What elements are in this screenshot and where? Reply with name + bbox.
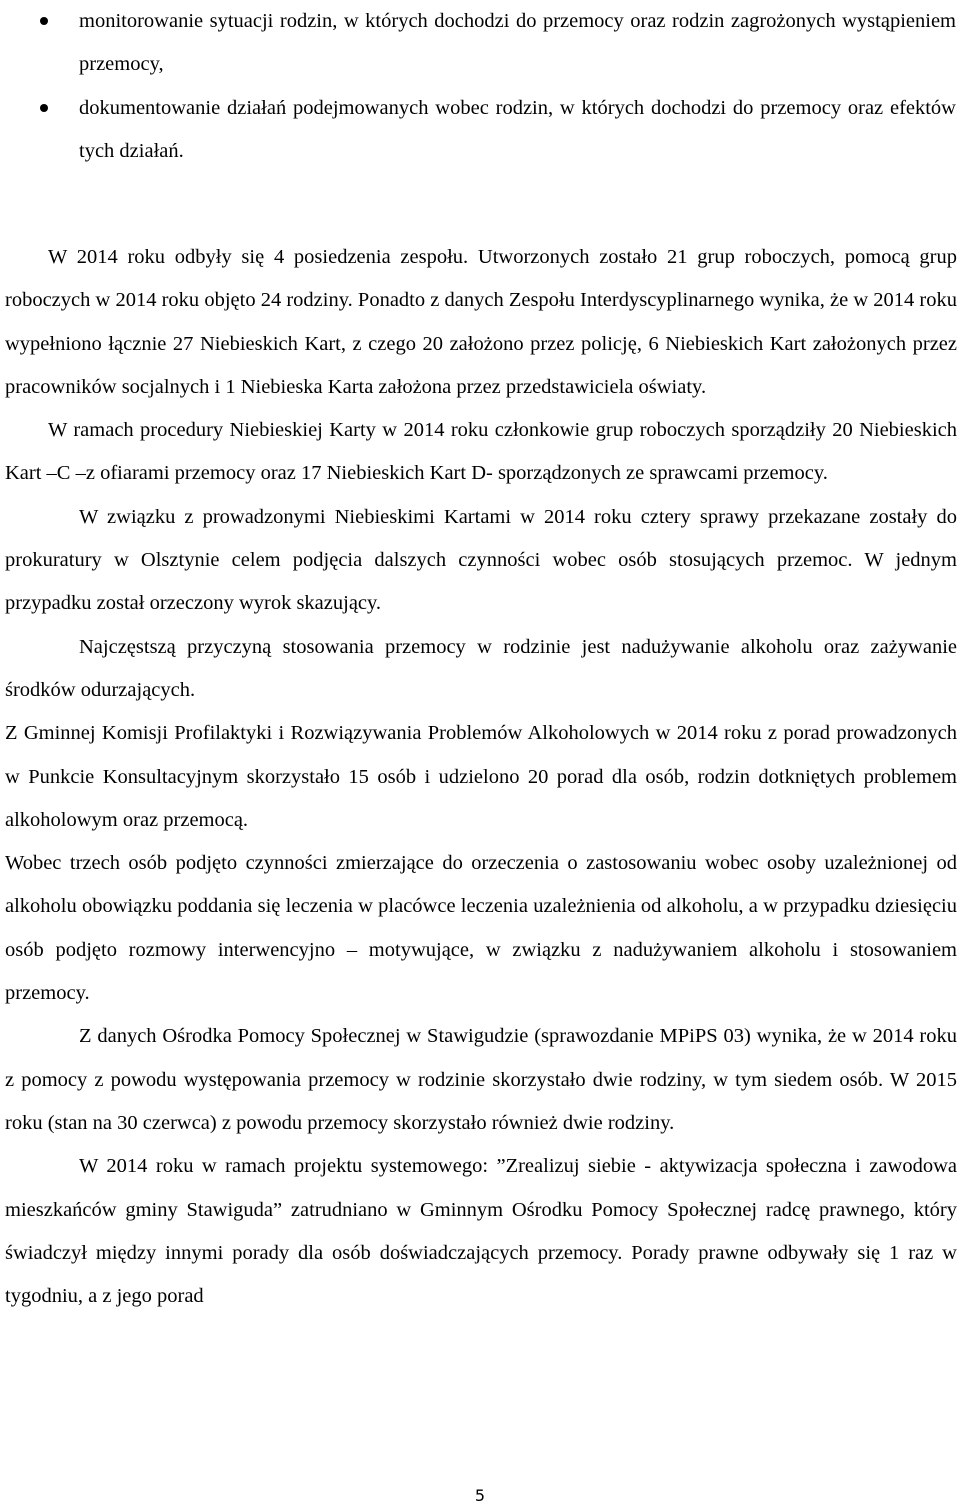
paragraph-social-welfare: Z danych Ośrodka Pomocy Społecznej w Stawigudzie (sprawozdanie MPiPS 03) wynika, że w 2014 roku z pomocy z powodu występowania przemocy w rodzinie skorzystało dwie rodziny, w tym siedem osób. W 2015 roku (stan na 30 czerwca) z powodu przemocy skorzystało również dwie rodziny. xyxy=(5,1025,957,1134)
bullet-point-icon xyxy=(40,17,48,25)
paragraph-meetings: W 2014 roku odbyły się 4 posiedzenia zespołu. Utworzonych zostało 21 grup roboczych, pomocą grup roboczych w 2014 roku objęto 24 rodziny. Ponadto z danych Zespołu Interdyscyplinarnego wynika, że w 2014 roku wypełniono łącznie 27 Niebieskich Kart, z czego 20 założono przez policję, 6 Niebieskich Kart założonych przez pracowników socjalnych i 1 Niebieska Karta założona przez przedstawiciela oświaty. xyxy=(5,246,957,398)
bullet-list xyxy=(0,0,960,173)
list-item xyxy=(0,0,960,87)
list-item xyxy=(0,87,960,174)
document-body xyxy=(5,236,957,1318)
bullet-text: dokumentowanie działań podejmowanych wobec rodzin, w których dochodzi do przemocy oraz efektów tych działań. xyxy=(79,96,956,162)
paragraph-prosecution: W związku z prowadzonymi Niebieskimi Kartami w 2014 roku cztery sprawy przekazane zostały do prokuratury w Olsztynie celem podjęcia dalszych czynności wobec osób stosujących przemoc. W jednym przypadku został orzeczony wyrok skazujący. xyxy=(5,505,957,615)
paragraph-alcohol-commission: Z Gminnej Komisji Profilaktyki i Rozwiązywania Problemów Alkoholowych w 2014 roku z porad prowadzonych w Punkcie Konsultacyjnym skorzystało 15 osób i udzielono 20 porad dla osób, rodzin dotkniętych problemem alkoholowym oraz przemocą. xyxy=(5,722,957,831)
bullet-text: monitorowanie sytuacji rodzin, w których dochodzi do przemocy oraz rodzin zagrożonych wystąpieniem przemocy, xyxy=(79,10,956,76)
paragraph-legal-advice: W 2014 roku w ramach projektu systemowego: ”Zrealizuj siebie - aktywizacja społeczna i zawodowa mieszkańców gminy Stawiguda” zatrudniano w Gminnym Ośrodku Pomocy Społecznej radcę prawnego, który świadczył między innymi porady dla osób doświadczających przemocy. Porady prawne odbywały się 1 raz w tygodniu, a z jego porad xyxy=(5,1155,957,1308)
bullet-point-icon xyxy=(40,104,48,112)
page-number: 5 xyxy=(474,1486,486,1505)
paragraph-treatment-actions: Wobec trzech osób podjęto czynności zmierzające do orzeczenia o zastosowaniu wobec osoby uzależnionej od alkoholu obowiązku poddania się leczenia w placówce leczenia uzależnienia od alkoholu, a w przypadku dziesięciu osób podjęto rozmowy interwencyjno – motywujące, w związku z nadużywaniem alkoholu i stosowaniem przemocy. xyxy=(5,852,957,1005)
paragraph-blue-card-procedure: W ramach procedury Niebieskiej Karty w 2014 roku członkowie grup roboczych sporządziły 20 Niebieskich Kart –C –z ofiarami przemocy oraz 17 Niebieskich Kart D- sporządzonych ze sprawcami przemocy. xyxy=(5,419,957,485)
paragraph-main-cause: Najczęstszą przyczyną stosowania przemocy w rodzinie jest nadużywanie alkoholu oraz zażywanie środków odurzających. xyxy=(5,635,957,701)
